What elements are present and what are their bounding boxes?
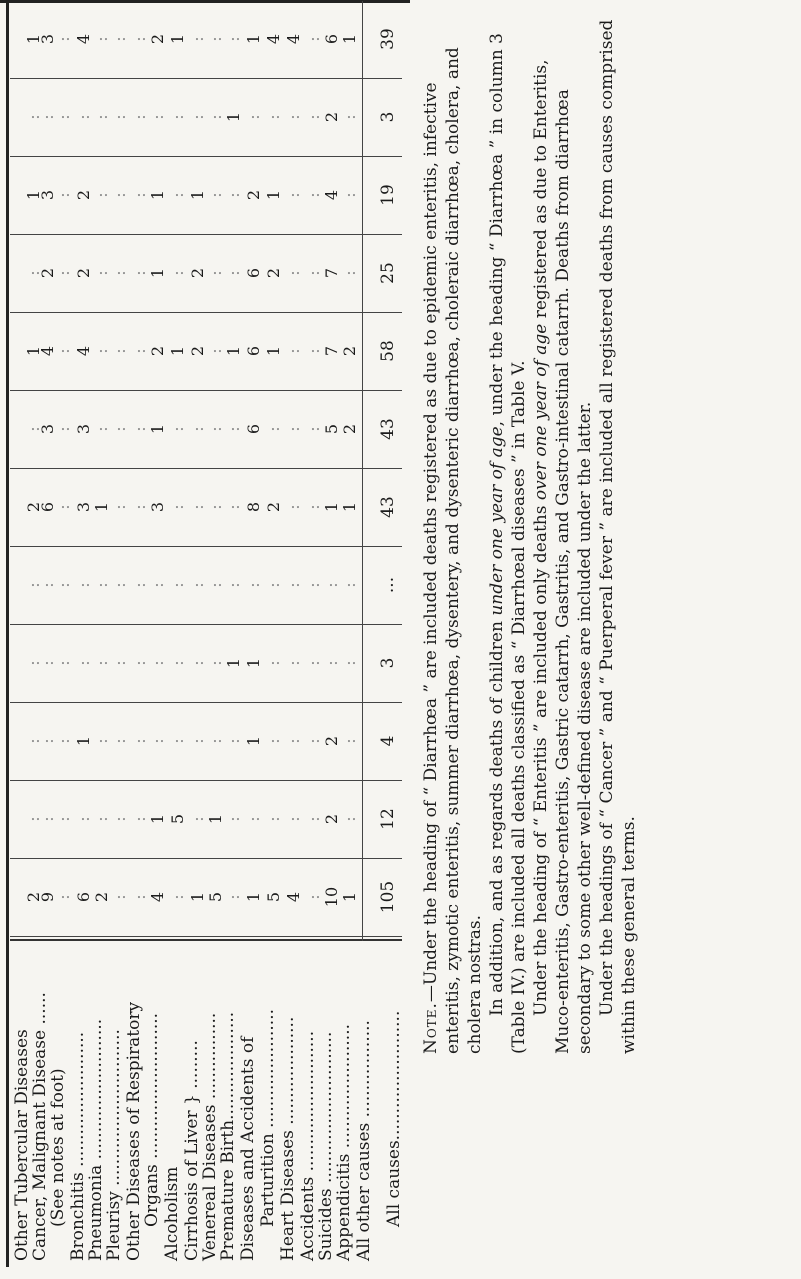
table-cell: 9 xyxy=(38,891,57,903)
table-cell: : xyxy=(168,270,187,276)
table-cell: : xyxy=(322,582,341,588)
table-cell: : xyxy=(24,816,43,822)
table-cell: : xyxy=(110,504,129,510)
table-cell: 5 xyxy=(206,891,225,903)
table-cell: : xyxy=(188,660,207,666)
table-cell: : xyxy=(110,660,129,666)
table-cell: : xyxy=(284,660,303,666)
note-paragraph-1 xyxy=(420,14,486,1054)
table-cell: 1 xyxy=(74,735,93,747)
table-cell: 2 xyxy=(74,267,93,279)
table-cell: : xyxy=(92,738,111,744)
table-cell: : xyxy=(110,738,129,744)
table-cell: : xyxy=(304,270,323,276)
row-label: Cancer, Malignant Disease ...... xyxy=(30,992,50,1261)
note-text-2-italic: under one year of age xyxy=(487,426,507,616)
table-cell: : xyxy=(224,270,243,276)
table-cell: : xyxy=(110,582,129,588)
table-cell: 2 xyxy=(24,501,43,513)
table-cell: : xyxy=(284,504,303,510)
table-cell: 1 xyxy=(264,189,283,201)
table-cell: : xyxy=(168,114,187,120)
table-cell: : xyxy=(188,426,207,432)
table-cell: : xyxy=(148,582,167,588)
table-cell: : xyxy=(340,270,359,276)
table-cell: 6 xyxy=(38,501,57,513)
table-cell: : xyxy=(54,660,73,666)
row-label: Bronchitis ......................... xyxy=(68,1031,88,1261)
table-cell: 1 xyxy=(244,657,263,669)
row-label: Other Tubercular Diseases xyxy=(12,1029,32,1261)
column-total: 43 xyxy=(378,418,398,440)
table-cell: 1 xyxy=(322,501,341,513)
table-cell: 3 xyxy=(38,33,57,45)
data-column xyxy=(10,312,402,391)
row-label: Diseases and Accidents of xyxy=(238,1036,258,1261)
table-cell: : xyxy=(92,660,111,666)
table-cell: : xyxy=(206,114,225,120)
table-cell: 6 xyxy=(244,267,263,279)
table-cell: 5 xyxy=(168,813,187,825)
column-total: 58 xyxy=(378,340,398,362)
table-cell: 1 xyxy=(24,189,43,201)
table-cell: : xyxy=(92,426,111,432)
table-cell: : xyxy=(92,816,111,822)
table-cell: 1 xyxy=(244,891,263,903)
table-cell: 1 xyxy=(24,33,43,45)
table-cell: 6 xyxy=(244,345,263,357)
table-cell: : xyxy=(264,660,283,666)
table-cell: : xyxy=(54,348,73,354)
row-label: Suicides ............................ xyxy=(316,1031,336,1261)
row-label: Organs ........................... xyxy=(142,1012,162,1227)
row-label: Alcoholism xyxy=(162,1166,182,1261)
table-cell: 4 xyxy=(284,33,303,45)
table-cell: : xyxy=(168,894,187,900)
table-cell: : xyxy=(110,36,129,42)
table-cell: : xyxy=(92,36,111,42)
note-text-2b: , under the heading “ Diarrhœa ” in column 3 (Table IV.) are included all deaths classified as “ Diarrhœal diseases ” in Table V. xyxy=(487,33,529,1054)
table-cell: 1 xyxy=(148,813,167,825)
table-cell: : xyxy=(206,660,225,666)
table-cell: : xyxy=(304,114,323,120)
table-cell: : xyxy=(206,36,225,42)
table-cell: 7 xyxy=(322,267,341,279)
table-cell: 1 xyxy=(224,111,243,123)
column-total: 19 xyxy=(378,184,398,206)
table-cell: : xyxy=(110,270,129,276)
table-cell: 1 xyxy=(148,189,167,201)
table-cell: : xyxy=(284,582,303,588)
table-cell: 1 xyxy=(224,657,243,669)
table-cell: : xyxy=(92,114,111,120)
table-cell: : xyxy=(304,894,323,900)
table-cell: : xyxy=(38,582,57,588)
row-label: Other Diseases of Respiratory xyxy=(124,1001,144,1261)
totals-rule xyxy=(362,1,363,941)
table-cell: 4 xyxy=(148,891,167,903)
table-cell: 1 xyxy=(224,345,243,357)
row-label: Appendicitis ....................... xyxy=(334,1023,354,1261)
data-column xyxy=(10,156,402,235)
table-cell: 1 xyxy=(188,891,207,903)
note-text-3a: Under the heading of “ Enteritis ” are included only deaths xyxy=(531,500,551,1016)
row-label: Cirrhosis of Liver } ......... xyxy=(182,1040,202,1261)
data-column xyxy=(10,78,402,157)
table-cell: : xyxy=(322,660,341,666)
table-cell: 2 xyxy=(188,267,207,279)
table-cell: 3 xyxy=(74,423,93,435)
table-cell: : xyxy=(54,738,73,744)
row-label: All causes........................ xyxy=(384,1010,404,1227)
note-paragraph-3 xyxy=(530,14,596,1054)
table-cell: : xyxy=(168,582,187,588)
data-column xyxy=(10,624,402,703)
table-cell: 2 xyxy=(340,345,359,357)
table-cell: 4 xyxy=(74,345,93,357)
table-cell: : xyxy=(148,738,167,744)
table-cell: : xyxy=(224,894,243,900)
table-cell: : xyxy=(264,426,283,432)
row-label: Venereal Diseases ................ xyxy=(200,1012,220,1261)
table-cell: : xyxy=(206,582,225,588)
column-total: 39 xyxy=(378,28,398,50)
table-cell: : xyxy=(304,504,323,510)
table-cell: : xyxy=(38,816,57,822)
table-cell: 2 xyxy=(322,813,341,825)
table-cell: : xyxy=(188,114,207,120)
table-cell: : xyxy=(224,426,243,432)
table-cell: 1 xyxy=(340,891,359,903)
table-cell: 3 xyxy=(38,423,57,435)
table-cell: : xyxy=(284,114,303,120)
table-cell: : xyxy=(206,270,225,276)
table-cell: : xyxy=(224,504,243,510)
row-label: Pneumonia .......................... xyxy=(86,1018,106,1261)
table-cell: : xyxy=(206,348,225,354)
table-cell: 2 xyxy=(244,189,263,201)
row-labels-column xyxy=(12,937,402,1267)
table-cell: : xyxy=(38,114,57,120)
note-text-3-italic: over one year of age xyxy=(531,323,551,501)
table-cell: : xyxy=(74,114,93,120)
note-text-3b: registered as due to Enteritis, Muco-enteritis, Gastro-enteritis, Gastric catarrh, Gastritis, and Gastro-intestinal catarrh. Deaths from diarrhœa secondary to some other well-defined disease are included under the latter. xyxy=(531,59,595,1054)
table-cell: 1 xyxy=(264,345,283,357)
table-cell: : xyxy=(304,738,323,744)
table-cell: : xyxy=(284,426,303,432)
table-cell: : xyxy=(284,348,303,354)
table-cell: 4 xyxy=(74,33,93,45)
table-cell: : xyxy=(74,582,93,588)
table-cell: 8 xyxy=(244,501,263,513)
table-cell: : xyxy=(340,660,359,666)
table-cell: 2 xyxy=(148,33,167,45)
table-cell: : xyxy=(92,270,111,276)
table-cell: 6 xyxy=(244,423,263,435)
table-cell: : xyxy=(24,114,43,120)
row-label: Heart Diseases .................... xyxy=(278,1016,298,1261)
table-cell: : xyxy=(130,660,149,666)
data-column xyxy=(10,468,402,547)
column-total: 3 xyxy=(378,657,398,669)
table-cell: : xyxy=(284,270,303,276)
table-cell: : xyxy=(340,582,359,588)
table-cell: : xyxy=(264,738,283,744)
table-cell: : xyxy=(168,738,187,744)
table-notes xyxy=(420,14,640,1054)
table-cell: : xyxy=(168,426,187,432)
table-top-rule xyxy=(6,0,9,1267)
table-cell: : xyxy=(304,426,323,432)
table-cell: : xyxy=(168,504,187,510)
table-cell: : xyxy=(54,504,73,510)
row-label: (See notes at foot) xyxy=(48,1068,68,1227)
table-cell: : xyxy=(188,36,207,42)
table-cell: : xyxy=(188,738,207,744)
column-total: ... xyxy=(378,576,398,594)
column-total: 3 xyxy=(378,111,398,123)
table-cell: : xyxy=(130,426,149,432)
column-total: 12 xyxy=(378,808,398,830)
table-cell: : xyxy=(206,426,225,432)
table-cell: : xyxy=(224,582,243,588)
table-cell: : xyxy=(304,816,323,822)
table-cell: : xyxy=(54,426,73,432)
table-cell: 1 xyxy=(148,267,167,279)
table-cell: : xyxy=(92,192,111,198)
table-cell: 3 xyxy=(148,501,167,513)
table-cell: : xyxy=(130,894,149,900)
table-cell: : xyxy=(284,192,303,198)
table-cell: : xyxy=(38,738,57,744)
table-cell: : xyxy=(110,816,129,822)
table-cell: 2 xyxy=(92,891,111,903)
row-label: Premature Birth.................... xyxy=(218,1011,238,1261)
table-cell: 2 xyxy=(188,345,207,357)
table-cell: : xyxy=(168,660,187,666)
table-cell: : xyxy=(340,816,359,822)
table-cell: : xyxy=(284,816,303,822)
column-total: 43 xyxy=(378,496,398,518)
table-cell: : xyxy=(74,816,93,822)
table-cell: : xyxy=(24,660,43,666)
table-cell: : xyxy=(54,36,73,42)
note-text-4: Under the headings of “ Cancer ” and “ Puerperal fever ” are included all registered deaths from causes comprised within these general terms. xyxy=(597,19,639,1054)
table-cell: : xyxy=(130,816,149,822)
data-column xyxy=(10,858,402,937)
labels-divider xyxy=(10,939,402,941)
table-cell: 1 xyxy=(148,423,167,435)
table-cell: 1 xyxy=(206,813,225,825)
table-cell: 5 xyxy=(264,891,283,903)
table-cell: 2 xyxy=(322,735,341,747)
table-cell: : xyxy=(284,738,303,744)
table-cell: 4 xyxy=(38,345,57,357)
table-cell: : xyxy=(110,348,129,354)
table-cell: 3 xyxy=(38,189,57,201)
table-cell: : xyxy=(224,36,243,42)
column-total: 4 xyxy=(378,735,398,747)
table-cell: : xyxy=(110,426,129,432)
table-cell: 1 xyxy=(340,33,359,45)
data-column xyxy=(10,702,402,781)
note-label: Note. xyxy=(421,1002,441,1054)
note-text-1: —Under the heading of “ Diarrhœa ” are included deaths registered as due to epidemic enteritis, infective enteritis, zymotic enteritis, summer diarrhœa, dysentery, and dysenteric diarrhœa, choleraic diarrhœa, cholera, and cholera nostras. xyxy=(421,47,485,1054)
table-cell: : xyxy=(340,192,359,198)
note-paragraph-4 xyxy=(596,14,640,1054)
table-cell: 2 xyxy=(24,891,43,903)
table-cell: : xyxy=(24,738,43,744)
table-cell: : xyxy=(54,270,73,276)
table-cell: : xyxy=(38,660,57,666)
table-cell: : xyxy=(54,192,73,198)
table-cell: 4 xyxy=(284,891,303,903)
table-cell: : xyxy=(110,192,129,198)
table-cell: : xyxy=(264,114,283,120)
table-cell: 1 xyxy=(244,33,263,45)
row-label: All other causes .................. xyxy=(354,1020,374,1261)
table-cell: : xyxy=(54,816,73,822)
table-cell: : xyxy=(304,192,323,198)
table-cell: : xyxy=(130,270,149,276)
table-cell: : xyxy=(74,660,93,666)
table-cell: : xyxy=(130,582,149,588)
table-cell: 1 xyxy=(168,33,187,45)
table-cell: : xyxy=(206,192,225,198)
table-cell: : xyxy=(24,426,43,432)
table-cell: : xyxy=(244,816,263,822)
table-cell: : xyxy=(224,816,243,822)
data-column xyxy=(10,0,402,79)
column-total: 25 xyxy=(378,262,398,284)
table-cell: 10 xyxy=(322,886,341,908)
table-cell: 1 xyxy=(188,189,207,201)
table-cell: 5 xyxy=(322,423,341,435)
table-cell: 1 xyxy=(168,345,187,357)
data-column xyxy=(10,780,402,859)
table-cell: 2 xyxy=(264,267,283,279)
row-label: Pleurisy ............................. xyxy=(104,1029,124,1261)
row-label: Accidents .......................... xyxy=(298,1030,318,1261)
table-cell: 6 xyxy=(322,33,341,45)
table-cell: : xyxy=(92,582,111,588)
table-cell: : xyxy=(340,738,359,744)
table-cell: : xyxy=(264,816,283,822)
table-cell: : xyxy=(110,114,129,120)
table-cell: : xyxy=(244,114,263,120)
table-cell: : xyxy=(224,738,243,744)
table-cell: : xyxy=(304,348,323,354)
table-cell: : xyxy=(110,894,129,900)
table-cell: : xyxy=(304,36,323,42)
note-text-2a: In addition, and as regards deaths of children xyxy=(487,615,507,1016)
table-cell: 3 xyxy=(74,501,93,513)
table-cell: : xyxy=(130,504,149,510)
table-cell: 2 xyxy=(340,423,359,435)
table-cell: : xyxy=(224,192,243,198)
table-cell: 1 xyxy=(92,501,111,513)
data-column xyxy=(10,390,402,469)
table-cell: 1 xyxy=(340,501,359,513)
table-cell: : xyxy=(188,816,207,822)
table-cell: 2 xyxy=(148,345,167,357)
table-cell: : xyxy=(24,582,43,588)
table-cell: : xyxy=(130,114,149,120)
table-cell: : xyxy=(130,738,149,744)
data-column xyxy=(10,234,402,313)
table-cell: : xyxy=(54,894,73,900)
table-cell: : xyxy=(168,192,187,198)
table-cell: : xyxy=(206,504,225,510)
table-cell: : xyxy=(304,582,323,588)
data-column xyxy=(10,546,402,625)
table-cell: : xyxy=(148,114,167,120)
table-cell: : xyxy=(54,582,73,588)
column-total: 105 xyxy=(378,880,398,914)
table-cell: : xyxy=(130,192,149,198)
table-cell: : xyxy=(24,270,43,276)
table-cell: : xyxy=(54,114,73,120)
table-cell: : xyxy=(130,36,149,42)
table-cell: : xyxy=(244,582,263,588)
table-cell: : xyxy=(340,114,359,120)
table-cell: : xyxy=(264,582,283,588)
table-cell: : xyxy=(130,348,149,354)
table-cell: 6 xyxy=(74,891,93,903)
table-cell: 1 xyxy=(24,345,43,357)
row-label: Parturition ...................... xyxy=(258,1008,278,1227)
table-cell: 2 xyxy=(74,189,93,201)
table-cell: : xyxy=(188,582,207,588)
table-cell: 2 xyxy=(322,111,341,123)
table-cell: : xyxy=(206,738,225,744)
table-cell: : xyxy=(92,348,111,354)
table-cell: 2 xyxy=(264,501,283,513)
table-cell: 7 xyxy=(322,345,341,357)
table-cell: : xyxy=(148,660,167,666)
table-cell: : xyxy=(304,660,323,666)
table-cell: : xyxy=(188,504,207,510)
note-paragraph-2 xyxy=(486,14,530,1054)
table-cell: 4 xyxy=(264,33,283,45)
table-cell: 4 xyxy=(322,189,341,201)
table-cell: 2 xyxy=(38,267,57,279)
table-cell: 1 xyxy=(244,735,263,747)
